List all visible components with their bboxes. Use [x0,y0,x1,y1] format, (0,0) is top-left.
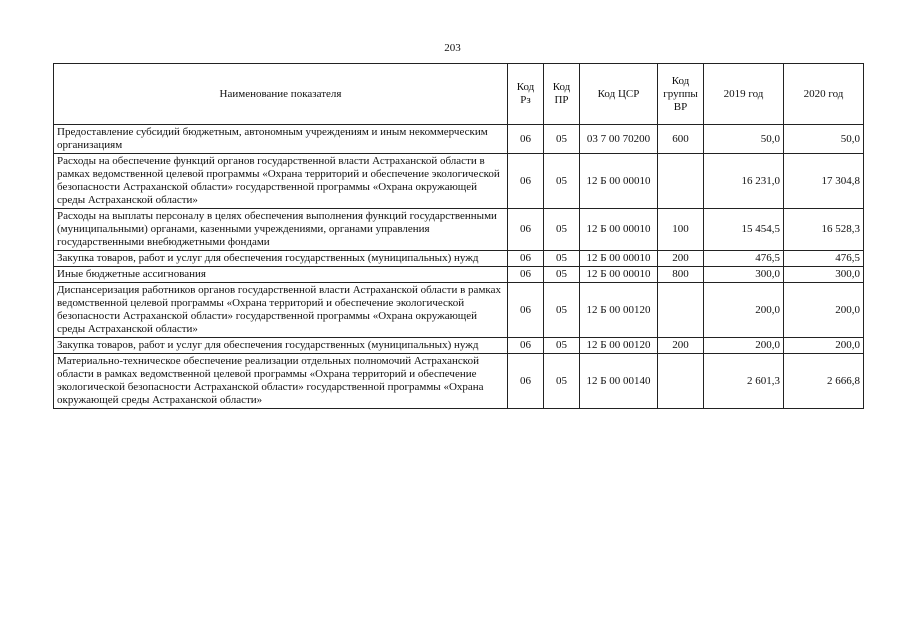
cell-rz: 06 [508,354,544,409]
cell-name: Иные бюджетные ассигнования [54,267,508,283]
cell-pr: 05 [544,267,580,283]
cell-csr: 12 Б 00 00010 [580,154,658,209]
header-2019: 2019 год [704,64,784,125]
cell-2020: 2 666,8 [784,354,864,409]
header-name: Наименование показателя [54,64,508,125]
cell-rz: 06 [508,251,544,267]
cell-vr [658,154,704,209]
cell-csr: 12 Б 00 00010 [580,209,658,251]
cell-2019: 200,0 [704,283,784,338]
cell-vr: 200 [658,251,704,267]
cell-pr: 05 [544,125,580,154]
page-number: 203 [444,42,461,54]
table-row [54,251,864,267]
cell-name: Диспансеризация работников органов государственной власти Астраханской области в рамках ведомственной целевой программы «Охрана территорий и обеспечение экологической безопасности Астраханской области» государственной программы «Охрана окружающей среды Астраханской области» [54,283,508,338]
cell-pr: 05 [544,154,580,209]
cell-rz: 06 [508,267,544,283]
cell-csr: 12 Б 00 00120 [580,338,658,354]
table-row [54,125,864,154]
cell-name: Закупка товаров, работ и услуг для обеспечения государственных (муниципальных) нужд [54,338,508,354]
cell-vr: 800 [658,267,704,283]
cell-name: Расходы на обеспечение функций органов государственной власти Астраханской области в рамках ведомственной целевой программы «Охрана территорий и обеспечение экологической безопасности Астраханской области» государственной программы «Охрана окружающей среды Астраханской области» [54,154,508,209]
cell-pr: 05 [544,338,580,354]
cell-rz: 06 [508,283,544,338]
cell-rz: 06 [508,338,544,354]
header-csr: Код ЦСР [580,64,658,125]
header-pr: Код ПР [544,64,580,125]
cell-2019: 50,0 [704,125,784,154]
cell-csr: 12 Б 00 00010 [580,251,658,267]
cell-vr [658,354,704,409]
cell-name: Расходы на выплаты персоналу в целях обеспечения выполнения функций государственными (муниципальными) органами, казенными учреждениями, органами управления государственными внебюджетными фондами [54,209,508,251]
table-row [54,338,864,354]
header-vr: Код группы ВР [658,64,704,125]
cell-2020: 50,0 [784,125,864,154]
cell-2020: 200,0 [784,283,864,338]
cell-name: Предоставление субсидий бюджетным, автономным учреждениям и иным некоммерческим организациям [54,125,508,154]
table-header-row [54,64,864,125]
cell-vr: 100 [658,209,704,251]
cell-csr: 12 Б 00 00010 [580,267,658,283]
header-rz: Код Рз [508,64,544,125]
cell-2019: 15 454,5 [704,209,784,251]
cell-2019: 300,0 [704,267,784,283]
cell-2019: 476,5 [704,251,784,267]
header-2020: 2020 год [784,64,864,125]
cell-2019: 16 231,0 [704,154,784,209]
cell-csr: 12 Б 00 00140 [580,354,658,409]
cell-vr: 200 [658,338,704,354]
cell-csr: 12 Б 00 00120 [580,283,658,338]
cell-2020: 200,0 [784,338,864,354]
cell-2019: 2 601,3 [704,354,784,409]
cell-2020: 476,5 [784,251,864,267]
cell-rz: 06 [508,154,544,209]
cell-2020: 17 304,8 [784,154,864,209]
table-row [54,209,864,251]
cell-2020: 16 528,3 [784,209,864,251]
cell-pr: 05 [544,209,580,251]
cell-rz: 06 [508,209,544,251]
cell-name: Материально-техническое обеспечение реализации отдельных полномочий Астраханской области в рамках ведомственной целевой программы «Охрана территорий и обеспечение экологической безопасности Астраханской области» государственной программы «Охрана окружающей среды Астраханской области» [54,354,508,409]
cell-pr: 05 [544,251,580,267]
table-row [54,354,864,409]
cell-rz: 06 [508,125,544,154]
cell-pr: 05 [544,354,580,409]
cell-2020: 300,0 [784,267,864,283]
cell-csr: 03 7 00 70200 [580,125,658,154]
cell-name: Закупка товаров, работ и услуг для обеспечения государственных (муниципальных) нужд [54,251,508,267]
cell-vr: 600 [658,125,704,154]
budget-table [53,63,864,409]
table-row [54,283,864,338]
cell-pr: 05 [544,283,580,338]
table-row [54,154,864,209]
table-row [54,267,864,283]
cell-2019: 200,0 [704,338,784,354]
cell-vr [658,283,704,338]
